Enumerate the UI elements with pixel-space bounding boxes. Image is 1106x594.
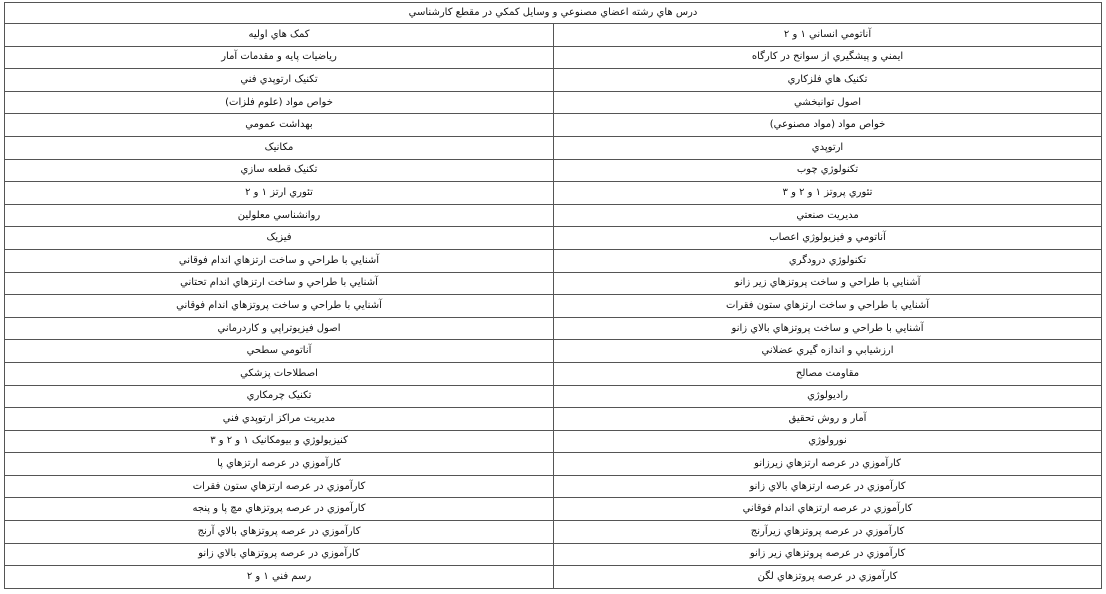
course-cell-right: کارآموزي در عرصه پروتزهاي زير زانو [554, 543, 1102, 566]
course-cell-left: تکنيک قطعه سازي [5, 159, 554, 182]
course-cell-left: آناتومي سطحي [5, 340, 554, 363]
course-cell-right: آشنايي با طراحي و ساخت پروتزهاي بالاي زانو [554, 317, 1102, 340]
course-cell-left: رسم فني ۱ و ۲ [5, 566, 554, 589]
courses-table-wrapper [4, 2, 1101, 589]
course-cell-left: اصطلاحات پزشکي [5, 362, 554, 385]
course-cell-right: ارتوپدي [554, 136, 1102, 159]
course-cell-right: آشنايي با طراحي و ساخت ارتزهاي ستون فقرات [554, 295, 1102, 318]
table-row [5, 408, 1102, 431]
table-row [5, 543, 1102, 566]
course-cell-left: اصول فيزيوتراپي و کاردرماني [5, 317, 554, 340]
table-row [5, 46, 1102, 69]
course-cell-left: تئوري ارتز ۱ و ۲ [5, 182, 554, 205]
course-cell-right: آمار و روش تحقيق [554, 408, 1102, 431]
table-row [5, 91, 1102, 114]
course-cell-right: ايمني و پيشگيري از سوانح در کارگاه [554, 46, 1102, 69]
table-title-row [5, 3, 1102, 24]
course-cell-left: بهداشت عمومي [5, 114, 554, 137]
course-cell-left: کارآموزي در عرصه ارتزهاي ستون فقرات [5, 475, 554, 498]
course-cell-left: خواص مواد (علوم فلزات) [5, 91, 554, 114]
table-row [5, 24, 1102, 47]
table-row [5, 182, 1102, 205]
table-row [5, 295, 1102, 318]
table-row [5, 453, 1102, 476]
course-cell-left: تکنيک ارتوپدي فني [5, 69, 554, 92]
course-cell-right: آشنايي با طراحي و ساخت پروتزهاي زير زانو [554, 272, 1102, 295]
table-title: درس هاي رشته اعضاي مصنوعي و وسايل کمکي در مقطع کارشناسي [5, 3, 1102, 24]
course-cell-left: کارآموزي در عرصه ارتزهاي پا [5, 453, 554, 476]
course-cell-right: تکنولوژي درودگري [554, 249, 1102, 272]
courses-table-body [5, 3, 1102, 589]
table-row [5, 430, 1102, 453]
course-cell-left: رياضيات پايه و مقدمات آمار [5, 46, 554, 69]
course-cell-right: کارآموزي در عرصه ارتزهاي بالاي زانو [554, 475, 1102, 498]
course-cell-right: نورولوژي [554, 430, 1102, 453]
course-cell-left: روانشناسي معلولين [5, 204, 554, 227]
table-row [5, 317, 1102, 340]
course-cell-left: کنيزيولوژي و بيومکانيک ۱ و ۲ و ۳ [5, 430, 554, 453]
course-cell-right: کارآموزي در عرصه ارتزهاي زيرزانو [554, 453, 1102, 476]
course-cell-right: مقاومت مصالح [554, 362, 1102, 385]
table-row [5, 136, 1102, 159]
course-cell-right: خواص مواد (مواد مصنوعي) [554, 114, 1102, 137]
table-row [5, 69, 1102, 92]
table-row [5, 159, 1102, 182]
course-cell-left: آشنايي با طراحي و ساخت ارتزهاي اندام فوقاني [5, 249, 554, 272]
course-cell-left: کارآموزي در عرصه پروتزهاي بالاي آرنج [5, 521, 554, 544]
table-row [5, 249, 1102, 272]
course-cell-right: ارزشيابي و اندازه گيري عضلاني [554, 340, 1102, 363]
table-row [5, 566, 1102, 589]
course-cell-left: کمک هاي اوليه [5, 24, 554, 47]
course-cell-left: مديريت مراکز ارتوپدي فني [5, 408, 554, 431]
table-row [5, 340, 1102, 363]
table-row [5, 521, 1102, 544]
course-cell-left: کارآموزي در عرصه پروتزهاي بالاي زانو [5, 543, 554, 566]
course-cell-right: آناتومي و فيزيولوژي اعصاب [554, 227, 1102, 250]
course-cell-left: فيزيک [5, 227, 554, 250]
table-row [5, 362, 1102, 385]
course-cell-left: آشنايي با طراحي و ساخت پروتزهاي اندام فوقاني [5, 295, 554, 318]
course-cell-right: تئوري پروتز ۱ و ۲ و ۳ [554, 182, 1102, 205]
course-cell-right: تکنولوژي چوب [554, 159, 1102, 182]
course-cell-right: تکنيک هاي فلزکاري [554, 69, 1102, 92]
course-cell-right: کارآموزي در عرصه پروتزهاي زيرآرنج [554, 521, 1102, 544]
course-cell-right: کارآموزي در عرصه ارتزهاي اندام فوقاني [554, 498, 1102, 521]
course-cell-left: آشنايي با طراحي و ساخت ارتزهاي اندام تحتاني [5, 272, 554, 295]
course-cell-right: مديريت صنعتي [554, 204, 1102, 227]
table-row [5, 272, 1102, 295]
table-row [5, 114, 1102, 137]
course-cell-left: مکانيک [5, 136, 554, 159]
course-cell-left: کارآموزي در عرصه پروتزهاي مچ پا و پنجه [5, 498, 554, 521]
course-cell-right: آناتومي انساني ۱ و ۲ [554, 24, 1102, 47]
table-row [5, 385, 1102, 408]
table-row [5, 204, 1102, 227]
course-cell-right: اصول توانبخشي [554, 91, 1102, 114]
table-row [5, 475, 1102, 498]
courses-table [4, 2, 1102, 589]
table-row [5, 227, 1102, 250]
course-cell-right: کارآموزي در عرصه پروتزهاي لگن [554, 566, 1102, 589]
course-cell-left: تکنيک چرمکاري [5, 385, 554, 408]
course-cell-right: راديولوژي [554, 385, 1102, 408]
table-row [5, 498, 1102, 521]
